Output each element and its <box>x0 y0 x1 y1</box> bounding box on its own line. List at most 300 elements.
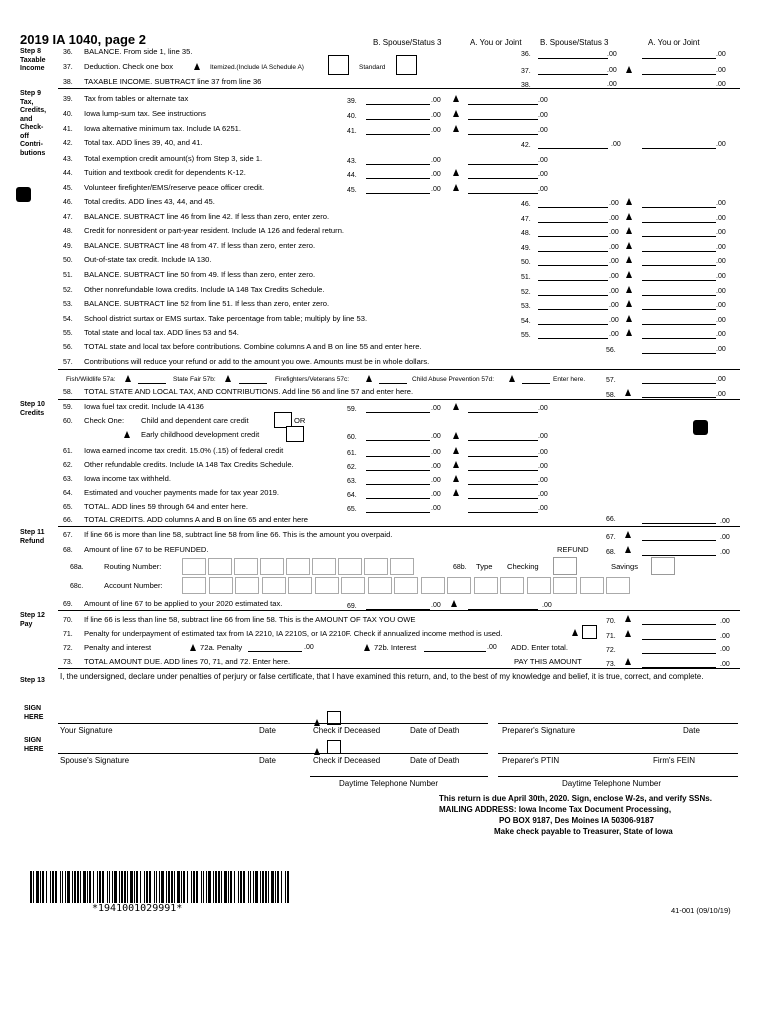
line-number: 44. <box>63 170 73 177</box>
line-72-field[interactable] <box>642 653 716 654</box>
cents: .00 <box>538 449 548 456</box>
account-digit-box[interactable] <box>447 577 471 594</box>
line-57c-field[interactable] <box>379 383 407 384</box>
cents: .00 <box>538 463 548 470</box>
line-48-label: Credit for nonresident or part-year resident. Include IA 126 and federal return. <box>84 226 345 235</box>
cents: .00 <box>607 81 617 88</box>
account-digit-box[interactable] <box>288 577 312 594</box>
routing-digit-box[interactable] <box>260 558 284 575</box>
line-number: 73. <box>606 661 616 668</box>
line-number: 39. <box>347 98 357 105</box>
arrow-icon <box>453 461 459 468</box>
account-digit-box[interactable] <box>209 577 233 594</box>
form-id: 41-001 (09/10/19) <box>671 906 731 915</box>
line-65-label: TOTAL. ADD lines 59 through 64 and enter here. <box>84 502 248 511</box>
line-46-b-field[interactable] <box>538 207 608 208</box>
daytime-phone-label: Daytime Telephone Number <box>339 779 439 788</box>
cents: .00 <box>609 244 619 251</box>
line-number: 60. <box>63 418 73 425</box>
line-number: 52. <box>521 289 531 296</box>
line-68-label: Amount of line 67 to be REFUNDED. <box>84 545 209 554</box>
cents: .00 <box>609 215 619 222</box>
line-40-label: Iowa lump-sum tax. See instructions <box>84 109 206 118</box>
line-40-b-field[interactable] <box>366 119 430 120</box>
barcode-graphic <box>30 871 290 905</box>
line-50-a-field[interactable] <box>642 265 716 266</box>
line-67-label: If line 66 is more than line 58, subtract line 58 from line 66. This is the amount you overpaid. <box>84 530 393 539</box>
cents: .00 <box>609 258 619 265</box>
line-number: 65. <box>63 504 73 511</box>
cents: .00 <box>431 477 441 484</box>
date-label: Date <box>259 756 276 765</box>
line-number: 44. <box>347 172 357 179</box>
line-60-label: Check One: <box>84 416 125 425</box>
routing-digit-box[interactable] <box>338 558 362 575</box>
routing-digit-box[interactable] <box>364 558 388 575</box>
account-digit-box[interactable] <box>341 577 365 594</box>
line-number: 61. <box>63 448 73 455</box>
account-digit-box[interactable] <box>474 577 498 594</box>
line-62-b-field[interactable] <box>366 470 430 471</box>
arrow-icon <box>451 600 457 607</box>
arrow-icon <box>625 658 631 665</box>
line-number: 70. <box>606 618 616 625</box>
cents: .00 <box>716 141 726 148</box>
date-of-death-label: Date of Death <box>410 726 460 735</box>
cents: .00 <box>607 67 617 74</box>
arrow-icon <box>625 531 631 538</box>
arrow-icon <box>626 213 632 220</box>
sign-here-label: SIGN HERE <box>24 705 44 721</box>
line-65-b-field[interactable] <box>366 512 430 513</box>
line-55-b-field[interactable] <box>538 338 608 339</box>
account-digit-box[interactable] <box>606 577 630 594</box>
line-60-a-field[interactable] <box>468 440 538 441</box>
line-67-field[interactable] <box>642 540 716 541</box>
line-number: 60. <box>347 434 357 441</box>
line-44-b-field[interactable] <box>366 178 430 179</box>
line-number: 65. <box>347 506 357 513</box>
line-number: 50. <box>521 259 531 266</box>
line-72-label: Penalty and interest <box>84 643 152 652</box>
line-46-label: Total credits. ADD lines 43, 44, and 45. <box>84 197 215 206</box>
cents: .00 <box>720 549 730 556</box>
pay-this-amount-label: PAY THIS AMOUNT <box>514 657 582 666</box>
line-number: 47. <box>63 214 73 221</box>
cents: .00 <box>431 112 441 119</box>
line-51-a-field[interactable] <box>642 280 716 281</box>
line-59-b-field[interactable] <box>366 412 430 413</box>
line-number: 66. <box>606 516 616 523</box>
cents: .00 <box>720 661 730 668</box>
arrow-icon <box>453 403 459 410</box>
line-number: 59. <box>63 404 73 411</box>
line-42-label: Total tax. ADD lines 39, 40, and 41. <box>84 138 203 147</box>
line-39-a-field[interactable] <box>468 104 538 105</box>
firm-fein-label: Firm's FEIN <box>653 756 695 765</box>
line-49-a-field[interactable] <box>642 251 716 252</box>
step-12-label: Step 12 Pay <box>20 612 45 628</box>
step-13-label: Step 13 <box>20 677 45 684</box>
line-60-early-label: Early childhood development credit <box>141 430 260 439</box>
cents: .00 <box>716 258 726 265</box>
cents: .00 <box>720 534 730 541</box>
spouse-signature-label: Spouse's Signature <box>60 756 130 765</box>
line-72b-label: 72b. Interest <box>374 643 417 652</box>
line-63-a-field[interactable] <box>468 484 538 485</box>
line-37-label: Deduction. Check one box <box>84 62 174 71</box>
arrow-icon <box>626 66 632 73</box>
col-left-a-header: A. You or Joint <box>470 38 522 47</box>
arrow-icon <box>364 644 370 651</box>
line-53-label: BALANCE. SUBTRACT line 52 from line 51. If less than zero, enter zero. <box>84 299 330 308</box>
line-47-label: BALANCE. SUBTRACT line 46 from line 42. If less than zero, enter zero. <box>84 212 330 221</box>
line-number: 61. <box>347 450 357 457</box>
line-72a-label: 72a. Penalty <box>200 643 243 652</box>
account-digit-box[interactable] <box>553 577 577 594</box>
line-number: 68b. <box>453 564 467 571</box>
early-childhood-checkbox[interactable] <box>286 426 304 442</box>
line-number: 64. <box>63 490 73 497</box>
date-of-death-label: Date of Death <box>410 756 460 765</box>
line-number: 52. <box>63 287 73 294</box>
line-54-b-field[interactable] <box>538 324 608 325</box>
line-61-label: Iowa earned income tax credit. 15.0% (.15) of federal credit <box>84 446 284 455</box>
line-66-label: TOTAL CREDITS. ADD columns A and B on line 65 and enter here <box>84 515 308 524</box>
line-number: 53. <box>63 301 73 308</box>
line-43-b-field[interactable] <box>366 164 430 165</box>
checking-label: Checking <box>507 562 539 571</box>
cents: .00 <box>431 449 441 456</box>
sign-here-label: SIGN HERE <box>24 737 44 753</box>
line-number: 42. <box>63 140 73 147</box>
line-41-a-field[interactable] <box>468 134 538 135</box>
cents: .00 <box>716 51 726 58</box>
arrow-icon <box>453 432 459 439</box>
line-53-a-field[interactable] <box>642 309 716 310</box>
line-number: 45. <box>347 187 357 194</box>
line-57-enter-label: Enter here. <box>553 376 586 383</box>
line-50-b-field[interactable] <box>538 265 608 266</box>
arrow-icon <box>366 375 372 382</box>
line-56-field[interactable] <box>642 353 716 354</box>
annualized-income-checkbox[interactable] <box>582 625 597 639</box>
line-57a-field[interactable] <box>138 383 166 384</box>
line-70-field[interactable] <box>642 624 716 625</box>
cents: .00 <box>716 229 726 236</box>
line-54-a-field[interactable] <box>642 324 716 325</box>
cents: .00 <box>538 97 548 104</box>
line-number: 37. <box>521 68 531 75</box>
arrow-icon <box>625 546 631 553</box>
line-61-b-field[interactable] <box>366 456 430 457</box>
line-42-a-field[interactable] <box>642 148 716 149</box>
account-digit-box[interactable] <box>394 577 418 594</box>
line-number: 63. <box>347 478 357 485</box>
account-digit-box[interactable] <box>262 577 286 594</box>
line-number: 68. <box>606 549 616 556</box>
account-digit-box[interactable] <box>500 577 524 594</box>
line-number: 63. <box>63 476 73 483</box>
routing-number-label: Routing Number: <box>104 562 162 571</box>
arrow-icon <box>626 315 632 322</box>
arrow-icon <box>453 169 459 176</box>
itemized-checkbox[interactable] <box>328 55 349 75</box>
cents: .00 <box>609 273 619 280</box>
line-43-label: Total exemption credit amount(s) from Step 3, side 1. <box>84 154 263 163</box>
line-number: 46. <box>63 199 73 206</box>
declaration-text: I, the undersigned, declare under penalties of perjury or false certificate, that I have examined this return, and, to the best of my knowledge and belief, it is true, correct, and complete. <box>60 672 704 681</box>
account-digit-box[interactable] <box>421 577 445 594</box>
line-number: 58. <box>606 392 616 399</box>
line-number: 40. <box>63 111 73 118</box>
line-number: 67. <box>606 534 616 541</box>
cents: .00 <box>716 81 726 88</box>
line-number: 38. <box>63 79 73 86</box>
cents: .00 <box>304 644 314 651</box>
savings-checkbox[interactable] <box>651 557 675 575</box>
line-number: 40. <box>347 113 357 120</box>
line-61-a-field[interactable] <box>468 456 538 457</box>
cents: .00 <box>716 200 726 207</box>
cents: .00 <box>716 244 726 251</box>
line-56-label: TOTAL state and local tax before contributions. Combine columns A and B on line 55 and enter here. <box>84 342 422 351</box>
line-number: 51. <box>521 274 531 281</box>
line-64-a-field[interactable] <box>468 498 538 499</box>
preparer-ptin-label: Preparer's PTIN <box>502 756 560 765</box>
line-71-field[interactable] <box>642 639 716 640</box>
line-73-label: TOTAL AMOUNT DUE. ADD lines 70, 71, and 72. Enter here. <box>84 657 291 666</box>
line-46-a-field[interactable] <box>642 207 716 208</box>
account-digit-box[interactable] <box>368 577 392 594</box>
routing-digit-box[interactable] <box>234 558 258 575</box>
line-53-b-field[interactable] <box>538 309 608 310</box>
cents: .00 <box>607 51 617 58</box>
line-39-b-field[interactable] <box>366 104 430 105</box>
line-number: 55. <box>63 330 73 337</box>
line-47-a-field[interactable] <box>642 222 716 223</box>
routing-digit-box[interactable] <box>286 558 310 575</box>
cents: .00 <box>538 477 548 484</box>
line-57c-label: Firefighters/Veterans 57c: <box>275 376 350 383</box>
line-44-label: Tuition and textbook credit for dependents K-12. <box>84 168 246 177</box>
your-signature-label: Your Signature <box>60 726 113 735</box>
arrow-icon <box>453 475 459 482</box>
line-48-a-field[interactable] <box>642 236 716 237</box>
arrow-icon <box>626 329 632 336</box>
line-64-label: Estimated and voucher payments made for tax year 2019. <box>84 488 280 497</box>
arrow-icon <box>626 198 632 205</box>
line-number: 43. <box>63 156 73 163</box>
routing-digit-box[interactable] <box>208 558 232 575</box>
checking-checkbox[interactable] <box>553 557 577 575</box>
line-57a-label: Fish/Wildlife 57a: <box>66 376 116 383</box>
cents: .00 <box>716 331 726 338</box>
line-47-b-field[interactable] <box>538 222 608 223</box>
line-71-label: Penalty for underpayment of estimated tax from IA 2210, IA 2210S, or IA 2210F. Check if annualized income method is used. <box>84 629 503 638</box>
cents: .00 <box>538 186 548 193</box>
arrow-icon <box>453 489 459 496</box>
line-49-b-field[interactable] <box>538 251 608 252</box>
line-59-a-field[interactable] <box>468 412 538 413</box>
step-11-label: Step 11 Refund <box>20 529 45 545</box>
cents: .00 <box>431 186 441 193</box>
routing-digit-box[interactable] <box>312 558 336 575</box>
line-52-b-field[interactable] <box>538 295 608 296</box>
line-number: 69. <box>347 603 357 610</box>
line-57b-field[interactable] <box>239 383 267 384</box>
col-left-b-header: B. Spouse/Status 3 <box>373 38 442 47</box>
line-36-a-field[interactable] <box>642 58 716 59</box>
line-number: 71. <box>606 633 616 640</box>
line-44-a-field[interactable] <box>468 178 538 179</box>
line-62-label: Other refundable credits. Include IA 148 Tax Credits Schedule. <box>84 460 294 469</box>
line-number: 48. <box>521 230 531 237</box>
preparer-signature-label: Preparer's Signature <box>502 726 576 735</box>
line-number: 54. <box>521 318 531 325</box>
line-64-b-field[interactable] <box>366 498 430 499</box>
arrow-icon <box>626 256 632 263</box>
line-number: 56. <box>606 347 616 354</box>
barcode-text: *1941001029991* <box>92 903 183 914</box>
line-70-label: If line 66 is less than line 58, subtract line 66 from line 58. This is the AMOUNT OF TAX YOU OWE <box>84 615 416 624</box>
account-number-label: Account Number: <box>104 581 163 590</box>
line-number: 37. <box>63 64 73 71</box>
deceased-checkbox[interactable] <box>327 740 341 754</box>
line-number: 46. <box>521 201 531 208</box>
arrow-icon <box>190 644 196 651</box>
line-57b-label: State Fair 57b: <box>173 376 216 383</box>
line-number: 49. <box>63 243 73 250</box>
arrow-icon <box>625 630 631 637</box>
line-38-label: TAXABLE INCOME. SUBTRACT line 37 from line 36 <box>84 77 262 86</box>
line-number: 56. <box>63 344 73 351</box>
line-72b-field[interactable] <box>424 651 486 652</box>
line-number: 38. <box>521 82 531 89</box>
line-57-field[interactable] <box>642 383 716 384</box>
line-57-label: Contributions will reduce your refund or add to the amount you owe. Amounts must be in whole dollars. <box>84 357 430 366</box>
line-58-field[interactable] <box>642 397 716 398</box>
line-number: 45. <box>63 185 73 192</box>
mailing-address-line1: MAILING ADDRESS: Iowa Income Tax Document Processing, <box>439 805 672 814</box>
arrow-icon <box>125 375 131 382</box>
line-60-b-field[interactable] <box>366 440 430 441</box>
cents: .00 <box>609 200 619 207</box>
line-59-label: Iowa fuel tax credit. Include IA 4136 <box>84 402 204 411</box>
type-label: Type <box>476 562 493 571</box>
line-number: 68c. <box>70 583 84 590</box>
date-label: Date <box>683 726 700 735</box>
line-number: 66. <box>63 517 73 524</box>
line-72a-field[interactable] <box>248 651 302 652</box>
line-number: 70. <box>63 617 73 624</box>
line-number: 67. <box>63 532 73 539</box>
line-number: 57. <box>63 359 73 366</box>
line-39-label: Tax from tables or alternate tax <box>84 94 189 103</box>
cents: .00 <box>542 602 552 609</box>
line-63-label: Iowa income tax withheld. <box>84 474 171 483</box>
cents: .00 <box>716 302 726 309</box>
line-58-label: TOTAL STATE AND LOCAL TAX, AND CONTRIBUTIONS. Add line 56 and line 57 and enter here. <box>84 387 414 396</box>
line-37-standard-label: Standard <box>359 64 386 71</box>
registration-mark <box>16 187 31 202</box>
account-digit-box[interactable] <box>315 577 339 594</box>
preparer-phone-label: Daytime Telephone Number <box>562 779 662 788</box>
cents: .00 <box>720 518 730 525</box>
account-digit-box[interactable] <box>235 577 259 594</box>
line-51-b-field[interactable] <box>538 280 608 281</box>
line-43-a-field[interactable] <box>468 164 538 165</box>
cents: .00 <box>538 127 548 134</box>
arrow-icon <box>453 95 459 102</box>
cents: .00 <box>538 112 548 119</box>
line-72-add-label: ADD. Enter total. <box>511 643 568 652</box>
line-45-a-field[interactable] <box>468 193 538 194</box>
cents: .00 <box>431 491 441 498</box>
arrow-icon <box>453 184 459 191</box>
line-number: 71. <box>63 631 73 638</box>
routing-digit-box[interactable] <box>390 558 414 575</box>
account-digit-box[interactable] <box>527 577 551 594</box>
line-68-field[interactable] <box>642 555 716 556</box>
payable-notice: Make check payable to Treasurer, State of Iowa <box>494 827 673 836</box>
cents: .00 <box>538 171 548 178</box>
arrow-icon <box>453 110 459 117</box>
account-digit-box[interactable] <box>580 577 604 594</box>
line-41-b-field[interactable] <box>366 134 430 135</box>
line-65-a-field[interactable] <box>468 512 538 513</box>
line-number: 62. <box>347 464 357 471</box>
line-52-a-field[interactable] <box>642 295 716 296</box>
line-number: 53. <box>521 303 531 310</box>
col-right-a-header: A. You or Joint <box>648 38 700 47</box>
line-57d-field[interactable] <box>522 383 550 384</box>
cents: .00 <box>609 302 619 309</box>
cents: .00 <box>431 405 441 412</box>
line-62-a-field[interactable] <box>468 470 538 471</box>
mailing-address-line2: PO BOX 9187, Des Moines IA 50306-9187 <box>499 816 654 825</box>
arrow-icon <box>572 629 578 636</box>
refund-label: REFUND <box>557 545 589 554</box>
cents: .00 <box>716 317 726 324</box>
line-48-b-field[interactable] <box>538 236 608 237</box>
arrow-icon <box>453 447 459 454</box>
line-number: 55. <box>521 332 531 339</box>
line-66-field[interactable] <box>642 523 716 524</box>
line-69-label: Amount of line 67 to be applied to your 2020 estimated tax. <box>84 599 283 608</box>
standard-checkbox[interactable] <box>396 55 417 75</box>
cents: .00 <box>609 331 619 338</box>
line-number: 36. <box>63 49 73 56</box>
account-digit-box[interactable] <box>182 577 206 594</box>
due-date-notice: This return is due April 30th, 2020. Sign, enclose W-2s, and verify SSNs. <box>439 794 712 803</box>
col-right-b-header: B. Spouse/Status 3 <box>540 38 609 47</box>
savings-label: Savings <box>611 562 639 571</box>
cents: .00 <box>609 317 619 324</box>
date-label: Date <box>259 726 276 735</box>
line-45-b-field[interactable] <box>366 193 430 194</box>
cents: .00 <box>431 433 441 440</box>
routing-digit-box[interactable] <box>182 558 206 575</box>
line-40-a-field[interactable] <box>468 119 538 120</box>
cents: .00 <box>720 618 730 625</box>
arrow-icon <box>625 389 631 396</box>
line-37-a-field[interactable] <box>642 74 716 75</box>
line-number: 51. <box>63 272 73 279</box>
line-number: 50. <box>63 257 73 264</box>
line-55-a-field[interactable] <box>642 338 716 339</box>
line-63-b-field[interactable] <box>366 484 430 485</box>
